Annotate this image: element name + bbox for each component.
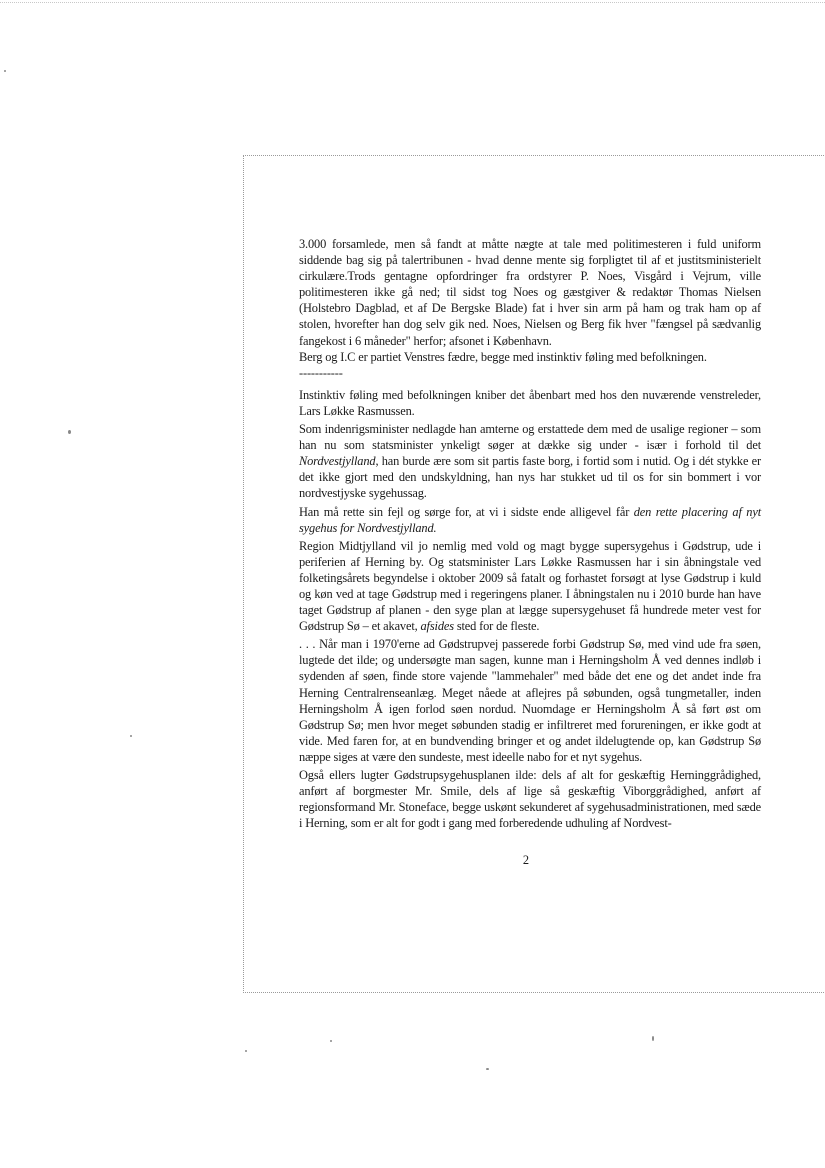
paragraph-7: . . . Når man i 1970'erne ad Gødstrupvej passerede forbi Gødstrup Sø, med vind ude fra søen, lugtede det ilde; og undersøgte man sagen, kunne man i Herningsholm Å ved dennes indløb i sydenden af søen, finde store vajende "lammehaler" med både det ene og det andet inde fra Herning Centralrenseanlæg. Meget nåede at aflejres på søbunden, også tungmetaller, inden Herningsholm Å igen forlod søen nordud. Nuomdage er Herningsholm Å så ført øst om Gødstrup Sø; men hvor meget søbunden stadig er infiltreret med forureningen, er ikke godt at vide. Med faren for, at en bundvending bringer et og andet ildelugtende op, kan Gødstrup Sø næppe siges at være den sundeste, mest ideelle nabo for et nyt sygehus. [299, 637, 761, 764]
scan-speck [486, 1068, 489, 1070]
scan-speck [130, 735, 132, 737]
paragraph-2: Berg og I.C er partiet Venstres fædre, begge med instinktiv føling med befolkningen. [299, 349, 707, 364]
paragraph-5 [299, 504, 761, 536]
paragraph-6-text-b: sted for de fleste. [453, 619, 540, 634]
scan-speck [652, 1036, 654, 1041]
scan-speck [245, 1050, 247, 1052]
paragraph-6-text-a: Region Midtjylland vil jo nemlig med vold og magt bygge supersygehus i Gødstrup, ude i periferien af Herning by. Og statsminister Lars Løkke Rasmussen har i sin åbningstale ved folketingsårets begyndelse i oktober 2009 så fatalt og forhastet forsøgt at lyse Gødstrup i kuld og køn ved at tage Gødstrup med i regeringens planer. I åbningstalen nu i 2010 burde han have taget Gødstrup af planen - den syge plan at lægge supersygehuset få hundrede meter vest for Gødstrup Sø – et akavet, [299, 538, 761, 634]
document-body [299, 236, 761, 831]
scan-speck [330, 1040, 332, 1042]
paragraph-6 [299, 538, 761, 635]
paragraph-4-italic: Nordvestjylland [299, 454, 376, 469]
page-number: 2 [522, 853, 530, 867]
paragraph-5-text: Han må rette sin fejl og sørge for, at vi i sidste ende alligevel får [299, 504, 634, 519]
paragraph-1: 3.000 forsamlede, men så fandt at måtte nægte at tale med politimesteren i fuld uniform siddende bag sig på talertribunen - hvad denne mente sig forpligtet til af et justitsministerielt cirkulære.Trods gentagne opfordringer fra ordstyrer P. Noes, Visgård i Vejrum, ville politimesteren ikke gå ned; til sidst tog Noes og gæstgiver & redaktør Thomas Nielsen (Holstebro Dagblad, et af De Bergske Blade) fat i hver sin arm på ham og trak ham op af stolen, hvorefter han dog selv gik ned. Noes, Nielsen og Berg fik hver "fængsel på sædvanlig fangekost i 6 måneder" herfor; afsonet i København. [299, 237, 761, 348]
scan-speck [68, 430, 71, 434]
scan-speck [4, 70, 6, 72]
paragraph-5-italic: den rette placering af nyt sygehus for Nordvestjylland. [299, 504, 761, 535]
separator-line: ----------- [299, 365, 343, 380]
paragraph-6-italic: afsides [420, 619, 454, 634]
paragraph-8: Også ellers lugter Gødstrupsygehusplanen ilde: dels af alt for geskæftig Herninggrådighed, anført af borgmester Mr. Smile, dels af lige så geskæftig Viborggrådighed, anført af regionsformand Mr. Stoneface, begge uskønt sekunderet af sygehusadministrationen, med sæde i Herning, som er alt for godt i gang med forberedende udhuling af Nordvest- [299, 768, 761, 831]
paragraph-4 [299, 421, 761, 501]
paragraph-4-text-a: Som indenrigsminister nedlagde han amterne og erstattede dem med de usalige regioner – som han nu som statsminister ynkeligt søger at dække sig under - især i forhold til det [299, 422, 761, 453]
scan-edge [0, 2, 825, 3]
paragraph-3 [299, 387, 761, 419]
paragraph-3-text: Instinktiv føling med befolkningen kniber det åbenbart med hos den nuværende venstreleder, Lars Løkke Rasmussen. [299, 387, 761, 418]
paragraph-4-text-b: , han burde ære som sit partis faste borg, i fortid som i nutid. Og i dét stykke er det ikke gjort med den undskyldning, han nys har stukket ud til os for sin bommert i vor nordvestjyske sygehussag. [299, 454, 761, 501]
